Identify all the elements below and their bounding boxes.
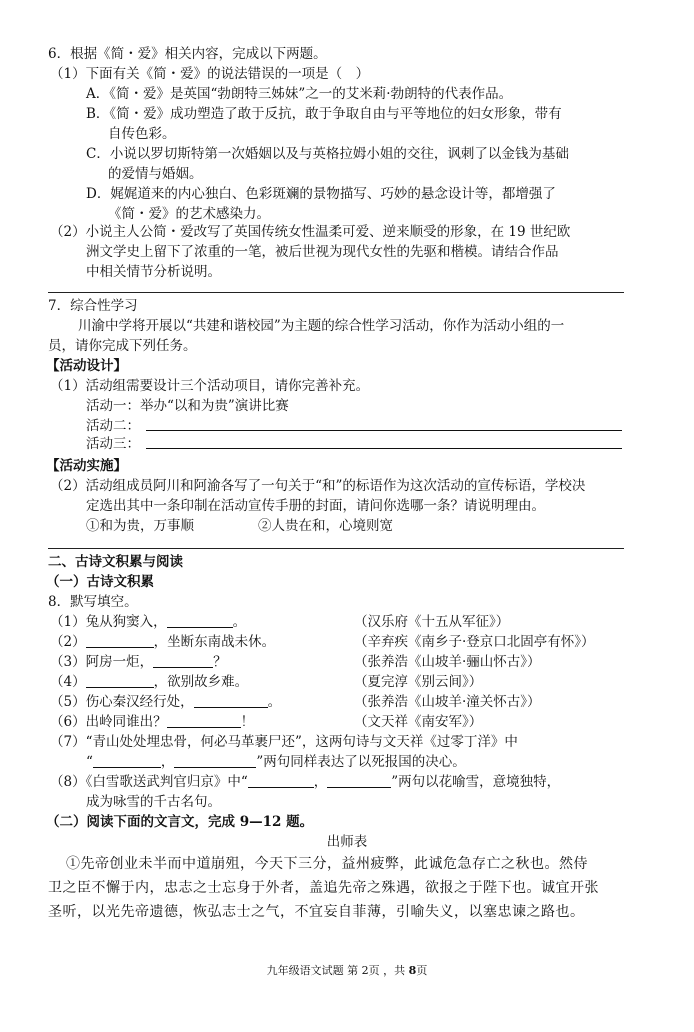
poem-line-6: （6）出岭同谁出？ ！ — [50, 714, 255, 730]
slogan-option-1: ①和为贵，万事顺 — [86, 518, 194, 534]
page-footer: 九年级语文试题 第 2页 ，共 8页 — [266, 964, 428, 977]
q7-intro-cont: 员，请你完成下列任务。 — [48, 338, 197, 354]
q6-option-a: A．《简・爱》是英国“勃朗特三姊妹”之一的艾米莉·勃朗特的代表作品。 — [86, 86, 513, 102]
poem-line-3: （3）阿房一炬， ？ — [50, 654, 227, 670]
poem-blank-8b[interactable] — [327, 773, 391, 788]
poem-line-8: （8）《白雪歌送武判官归京》中“ ， ”两句以花喻雪，意境独特， — [50, 774, 561, 790]
q6-stem: 6．根据《简・爱》相关内容，完成以下两题。 — [48, 46, 327, 62]
poem-blank-7a[interactable] — [93, 753, 161, 768]
poem-source-5: （张养浩《山坡羊·潼关怀古》） — [354, 694, 541, 710]
q6-option-c-cont: 的爱情与婚姻。 — [108, 166, 203, 182]
article-paragraph-line-3: 圣听，以光先帝遗德，恢弘志士之气，不宜妄自菲薄，引喻失义，以塞忠谏之路也。 — [48, 904, 585, 920]
activity-2-label: 活动二： — [86, 418, 140, 434]
poem-line-8-cont: 成为咏雪的千古名句。 — [86, 794, 221, 810]
q7-impl-question-cont: 定选出其中一条印制在活动宣传手册的封面，请问你选哪一条？请说明理由。 — [86, 498, 545, 514]
q6-option-b: B．《简・爱》成功塑造了敢于反抗，敢于争取自由与平等地位的妇女形象，带有 — [86, 106, 562, 122]
part1-heading: （一）古诗文积累 — [46, 574, 154, 590]
poem-source-3: （张养浩《山坡羊·骊山怀古》） — [354, 654, 541, 670]
poem-line-7: （7）“青山处处埋忠骨，何必马革裹尸还”，这两句诗与文天祥《过零丁洋》中 — [50, 734, 518, 750]
activity-implementation-heading: 【活动实施】 — [46, 458, 127, 474]
activity-3-label: 活动三： — [86, 436, 140, 452]
q6-option-c: C．小说以罗切斯特第一次婚姻以及与英格拉姆小姐的交往，讽刺了以金钱为基础 — [86, 146, 569, 162]
article-paragraph-line-1: ①先帝创业未半而中道崩殂，今天下三分，益州疲弊，此诚危急存亡之秋也。然侍 — [66, 856, 588, 872]
poem-blank-6[interactable] — [167, 713, 241, 728]
poem-blank-2[interactable] — [86, 633, 154, 648]
divider — [48, 548, 624, 549]
q7-stem: 7．综合性学习 — [48, 298, 138, 314]
poem-line-4: （4） ，欲别故乡难。 — [50, 674, 249, 690]
poem-source-1: （汉乐府《十五从军征》） — [354, 614, 510, 630]
q7-design-question: （1）活动组需要设计三个活动项目，请你完善补充。 — [50, 378, 370, 394]
poem-blank-5[interactable] — [194, 693, 268, 708]
q6-sub1: （1）下面有关《简・爱》的说法错误的一项是（ ） — [50, 66, 370, 82]
part2-heading: （二）阅读下面的文言文，完成 9—12 题。 — [46, 814, 314, 830]
q6-sub2-cont1: 洲文学史上留下了浓重的一笔，被后世视为现代女性的先驱和楷模。请结合作品 — [86, 244, 559, 260]
q8-stem: 8．默写填空。 — [48, 594, 138, 610]
q6-option-d: D．娓娓道来的内心独白、色彩斑斓的景物描写、巧妙的悬念设计等，都增强了 — [86, 186, 556, 202]
poem-blank-4[interactable] — [86, 673, 154, 688]
poem-line-1: （1）兔从狗窦入， 。 — [50, 614, 247, 630]
q6-sub2-cont2: 中相关情节分析说明。 — [86, 264, 221, 280]
poem-source-4: （夏完淳《别云间》） — [354, 674, 483, 690]
poem-blank-1[interactable] — [167, 613, 233, 628]
q6-option-b-cont: 自传色彩。 — [108, 126, 176, 142]
q6-sub2: （2）小说主人公简・爱改写了英国传统女性温柔可爱、逆来顺受的形象，在 19 世纪欧 — [50, 224, 571, 240]
activity-1: 活动一：举办“以和为贵”演讲比赛 — [86, 398, 289, 414]
section-title: 二、古诗文积累与阅读 — [48, 554, 183, 570]
q7-impl-question: （2）活动组成员阿川和阿渝各写了一句关于“和”的标语作为这次活动的宣传标语，学校决 — [50, 478, 586, 494]
poem-line-5: （5）伤心秦汉经行处， 。 — [50, 694, 282, 710]
article-paragraph-line-2: 卫之臣不懈于内，忠志之士忘身于外者，盖追先帝之殊遇，欲报之于陛下也。诚宜开张 — [48, 880, 599, 896]
poem-source-6: （文天祥《南安军》） — [354, 714, 483, 730]
poem-line-7-cont: “ ， ”两句同样表达了以死报国的决心。 — [86, 754, 466, 770]
poem-source-2: （辛弃疾《南乡子·登京口北固亭有怀》） — [354, 634, 595, 650]
activity-3-blank[interactable] — [146, 434, 622, 449]
poem-line-2: （2） ，坐断东南战未休。 — [50, 634, 276, 650]
divider — [48, 292, 624, 293]
q6-option-d-cont: 《简・爱》的艺术感染力。 — [108, 206, 270, 222]
poem-blank-7b[interactable] — [174, 753, 256, 768]
slogan-option-2: ②人贵在和，心境则宽 — [258, 518, 393, 534]
total-pages: 8 — [408, 964, 417, 977]
poem-blank-3[interactable] — [153, 653, 213, 668]
activity-2-blank[interactable] — [146, 416, 622, 431]
q7-intro: 川渝中学将开展以“共建和谐校园”为主题的综合性学习活动，你作为活动小组的一 — [78, 318, 565, 334]
activity-design-heading: 【活动设计】 — [46, 358, 127, 374]
poem-blank-8a[interactable] — [248, 773, 314, 788]
article-title: 出师表 — [326, 834, 368, 850]
